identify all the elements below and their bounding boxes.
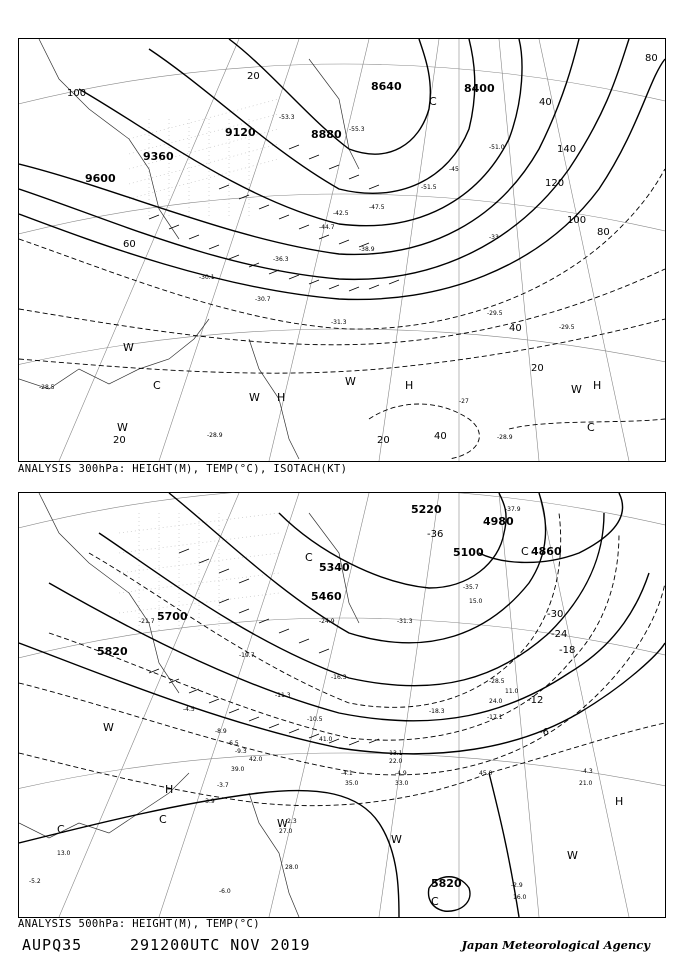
wind-value: 24.0 — [489, 698, 503, 705]
isotach-label: 20 — [531, 363, 544, 374]
temp-label: -28.5 — [489, 678, 505, 685]
temp-label: -28.5 — [39, 384, 55, 391]
height-label: 5460 — [311, 590, 342, 603]
temp-label: -28.9 — [207, 432, 223, 439]
temp-label: -16.3 — [331, 674, 347, 681]
isotherm-label: -24 — [551, 629, 568, 640]
wind-value: 22.0 — [389, 758, 403, 765]
temp-label: -31.3 — [331, 319, 347, 326]
height-label: 5820 — [431, 877, 462, 890]
isotherm-label: -36 — [427, 529, 444, 540]
temp-label: -38.9 — [359, 246, 375, 253]
height-label: 5820 — [97, 645, 128, 658]
temp-label: -29.5 — [559, 324, 575, 331]
wind-value: 13.0 — [57, 850, 71, 857]
center-marker: H — [615, 795, 624, 808]
isotach-label: 20 — [113, 435, 126, 446]
wind-value: 42.0 — [249, 756, 263, 763]
isotach-label: 20 — [247, 71, 260, 82]
map-300hpa — [19, 39, 665, 461]
center-marker: W — [345, 375, 356, 388]
temp-label: -42.5 — [333, 210, 349, 217]
center-marker: W — [277, 817, 288, 830]
temp-label: -4.9 — [395, 770, 407, 777]
temp-label: -9.3 — [235, 748, 247, 755]
height-label: 9360 — [143, 150, 174, 163]
temp-label: -2.9 — [511, 882, 523, 889]
center-marker: C — [587, 421, 595, 434]
isotherm-label: -12 — [527, 695, 544, 706]
chart-500hpa — [18, 492, 666, 918]
temp-label: -36.3 — [273, 256, 289, 263]
height-label: 5220 — [411, 503, 442, 516]
valid-time: 291200UTC NOV 2019 — [130, 936, 311, 954]
isotach-label: 40 — [434, 431, 447, 442]
center-marker: W — [571, 383, 582, 396]
agency-name: Japan Meteorological Agency — [461, 938, 650, 952]
isotach-label: 100 — [67, 88, 87, 99]
center-marker: C — [153, 379, 161, 392]
center-marker: H — [405, 379, 414, 392]
map-500hpa — [19, 493, 665, 917]
wind-value: 41.0 — [319, 736, 333, 743]
height-label: 9600 — [85, 172, 116, 185]
isotach-label: 20 — [377, 435, 390, 446]
wind-value: 33.0 — [395, 780, 409, 787]
temp-label: -35.7 — [463, 584, 479, 591]
wind-barbs-500 — [149, 549, 379, 745]
temp-label: -29.5 — [487, 310, 503, 317]
center-marker: C — [305, 551, 313, 564]
center-marker: W — [249, 391, 260, 404]
caption-300hpa: ANALYSIS 300hPa: HEIGHT(M), TEMP(°C), ISOTACH(KT) — [18, 463, 348, 475]
height-label: 8640 — [371, 80, 402, 93]
center-marker: H — [593, 379, 602, 392]
wind-value: 27.0 — [279, 828, 293, 835]
temp-label: -4.1 — [341, 770, 353, 777]
wind-value: 45.0 — [479, 770, 493, 777]
temp-label: -6.5 — [227, 740, 239, 747]
height-label: 5700 — [157, 610, 188, 623]
height-label: 9120 — [225, 126, 256, 139]
height-label: 5340 — [319, 561, 350, 574]
temp-label: -4.3 — [581, 768, 593, 775]
wind-value: 21.0 — [579, 780, 593, 787]
center-marker: W — [123, 341, 134, 354]
temp-label: -55.3 — [349, 126, 365, 133]
temp-label: -8.9 — [215, 728, 227, 735]
center-marker: W — [117, 421, 128, 434]
wind-value: 15.0 — [469, 598, 483, 605]
isotach-label: 140 — [557, 144, 577, 155]
temp-label: -31.3 — [397, 618, 413, 625]
temp-label: -27 — [459, 398, 469, 405]
wind-value: 11.0 — [505, 688, 519, 695]
center-marker: C — [429, 95, 437, 108]
temp-label: -51.0 — [489, 144, 505, 151]
temp-label: -30.7 — [255, 296, 271, 303]
center-marker: C — [159, 813, 167, 826]
temp-label: -44.7 — [319, 224, 335, 231]
height-label: 4860 — [531, 545, 562, 558]
temp-label: -53.3 — [279, 114, 295, 121]
temp-label: -13.1 — [387, 750, 403, 757]
isotach-label: 40 — [509, 323, 522, 334]
isotherm-label: -18 — [559, 645, 576, 656]
center-marker: C — [431, 895, 439, 908]
temp-label: -3.9 — [203, 798, 215, 805]
isotherm-label: -6 — [539, 727, 549, 738]
center-marker: W — [567, 849, 578, 862]
height-label: 8880 — [311, 128, 342, 141]
temp-label: -47.5 — [369, 204, 385, 211]
wind-value: 35.0 — [345, 780, 359, 787]
isotherm-label: -30 — [547, 609, 564, 620]
temp-label: -3.7 — [217, 782, 229, 789]
height-label: 4980 — [483, 515, 514, 528]
center-marker: W — [391, 833, 402, 846]
center-marker: H — [165, 783, 174, 796]
temp-label: -21.7 — [139, 618, 155, 625]
temp-label: -2.3 — [285, 818, 297, 825]
chart-300hpa — [18, 38, 666, 462]
temp-label: -4.5 — [183, 706, 195, 713]
temp-label: -37.9 — [505, 506, 521, 513]
temp-label: -28.9 — [497, 434, 513, 441]
isotach-label: 80 — [645, 53, 658, 64]
temp-label: -10.5 — [307, 716, 323, 723]
center-marker: C — [57, 823, 65, 836]
center-marker: W — [103, 721, 114, 734]
product-code: AUPQ35 — [22, 936, 83, 954]
height-label: 5100 — [453, 546, 484, 559]
hatch-500 — [119, 513, 279, 633]
isotach-label: 100 — [567, 215, 587, 226]
graticule-300 — [19, 39, 665, 461]
isotach-label: 40 — [539, 97, 552, 108]
temp-label: -11.3 — [275, 692, 291, 699]
temp-label: -30.1 — [199, 274, 215, 281]
isotach-label: 120 — [545, 178, 565, 189]
temp-label: -18.3 — [429, 708, 445, 715]
temp-label: -19.7 — [239, 652, 255, 659]
wind-value: 39.0 — [231, 766, 245, 773]
height-contours-300 — [19, 39, 665, 299]
wind-value: 28.0 — [285, 864, 299, 871]
temp-label: -6.0 — [219, 888, 231, 895]
isotach-label: 60 — [123, 239, 136, 250]
temp-label: -24.9 — [319, 618, 335, 625]
height-label: 8400 — [464, 82, 495, 95]
temp-label: -5.2 — [29, 878, 41, 885]
center-marker: C — [521, 545, 529, 558]
temp-label: -17.1 — [487, 714, 503, 721]
temp-label: -51.5 — [421, 184, 437, 191]
center-marker: H — [277, 391, 286, 404]
caption-500hpa: ANALYSIS 500hPa: HEIGHT(M), TEMP(°C) — [18, 918, 260, 930]
temp-label: -33 — [489, 234, 499, 241]
isotach-label: 80 — [597, 227, 610, 238]
temp-label: -45 — [449, 166, 459, 173]
wind-value: 16.0 — [513, 894, 527, 901]
